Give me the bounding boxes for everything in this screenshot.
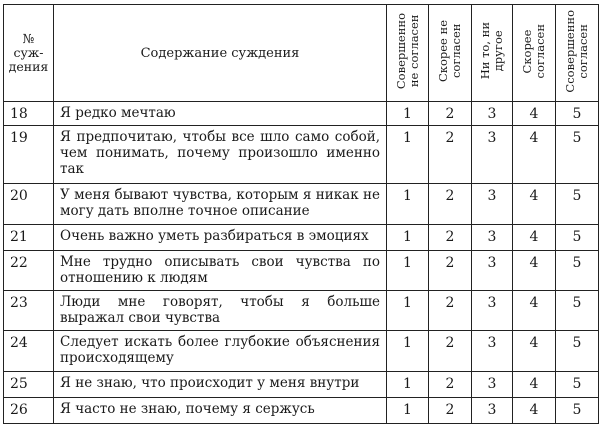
score-1: 1 [387, 251, 429, 291]
table-row [4, 291, 599, 331]
score-2: 2 [429, 184, 472, 225]
header-scale-4 [513, 5, 556, 102]
score-4: 4 [513, 291, 556, 331]
score-3: 3 [472, 251, 513, 291]
score-1: 1 [387, 372, 429, 398]
score-2: 2 [429, 398, 472, 424]
row-number: 26 [4, 398, 54, 424]
row-number: 18 [4, 102, 54, 126]
score-5: 5 [556, 398, 599, 424]
score-1: 1 [387, 331, 429, 372]
score-3: 3 [472, 291, 513, 331]
questionnaire-table [3, 4, 599, 424]
row-statement: Я предпочитаю, чтобы все шло само собой, чем понимать, почему произошло именно так [54, 126, 387, 184]
table-row [4, 372, 599, 398]
score-2: 2 [429, 372, 472, 398]
table-row [4, 225, 599, 251]
score-1: 1 [387, 126, 429, 184]
row-number: 22 [4, 251, 54, 291]
row-number: 23 [4, 291, 54, 331]
score-3: 3 [472, 126, 513, 184]
table-row [4, 251, 599, 291]
header-content: Содержание суждения [54, 5, 387, 102]
header-scale-4-label: Скорее согласен [520, 23, 547, 79]
row-statement: Следует искать более глубокие объяснения происходящему [54, 331, 387, 372]
score-5: 5 [556, 184, 599, 225]
score-4: 4 [513, 102, 556, 126]
score-5: 5 [556, 331, 599, 372]
table-row [4, 126, 599, 184]
score-4: 4 [513, 184, 556, 225]
table-row [4, 398, 599, 424]
header-scale-5-label: Ссовершенно согласен [563, 9, 590, 93]
score-3: 3 [472, 184, 513, 225]
score-5: 5 [556, 126, 599, 184]
score-1: 1 [387, 291, 429, 331]
row-statement: Я редко мечтаю [54, 102, 387, 126]
score-1: 1 [387, 184, 429, 225]
row-statement: Люди мне говорят, чтобы я больше выражал свои чувства [54, 291, 387, 331]
score-5: 5 [556, 225, 599, 251]
score-1: 1 [387, 102, 429, 126]
score-2: 2 [429, 251, 472, 291]
score-3: 3 [472, 331, 513, 372]
score-5: 5 [556, 291, 599, 331]
score-2: 2 [429, 291, 472, 331]
score-3: 3 [472, 102, 513, 126]
score-2: 2 [429, 102, 472, 126]
score-4: 4 [513, 251, 556, 291]
score-3: 3 [472, 225, 513, 251]
header-scale-1-label: Совершенно не согласен [393, 12, 421, 90]
header-row [4, 5, 599, 102]
row-statement: Очень важно уметь разбираться в эмоциях [54, 225, 387, 251]
row-statement: Мне трудно описывать свои чувства по отношению к людям [54, 251, 387, 291]
score-5: 5 [556, 102, 599, 126]
score-4: 4 [513, 225, 556, 251]
table-row [4, 102, 599, 126]
header-scale-2 [429, 5, 472, 102]
row-number: 24 [4, 331, 54, 372]
score-4: 4 [513, 126, 556, 184]
header-scale-1 [387, 5, 429, 102]
score-2: 2 [429, 126, 472, 184]
score-5: 5 [556, 251, 599, 291]
score-4: 4 [513, 331, 556, 372]
score-5: 5 [556, 372, 599, 398]
score-3: 3 [472, 372, 513, 398]
row-statement: Я не знаю, что происходит у меня внутри [54, 372, 387, 398]
header-scale-5 [556, 5, 599, 102]
row-statement: У меня бывают чувства, которым я никак не могу дать вполне точное описание [54, 184, 387, 225]
score-1: 1 [387, 398, 429, 424]
table-row [4, 331, 599, 372]
row-number: 25 [4, 372, 54, 398]
row-number: 19 [4, 126, 54, 184]
header-scale-2-label: Скорее не согласен [436, 19, 463, 82]
header-number: № суж- дения [4, 5, 54, 102]
score-4: 4 [513, 372, 556, 398]
row-number: 21 [4, 225, 54, 251]
score-1: 1 [387, 225, 429, 251]
header-scale-3 [472, 5, 513, 102]
row-statement: Я часто не знаю, почему я сержусь [54, 398, 387, 424]
score-3: 3 [472, 398, 513, 424]
score-4: 4 [513, 398, 556, 424]
score-2: 2 [429, 331, 472, 372]
row-number: 20 [4, 184, 54, 225]
table-row [4, 184, 599, 225]
score-2: 2 [429, 225, 472, 251]
header-scale-3-label: Ни то, ни другое [478, 22, 505, 80]
